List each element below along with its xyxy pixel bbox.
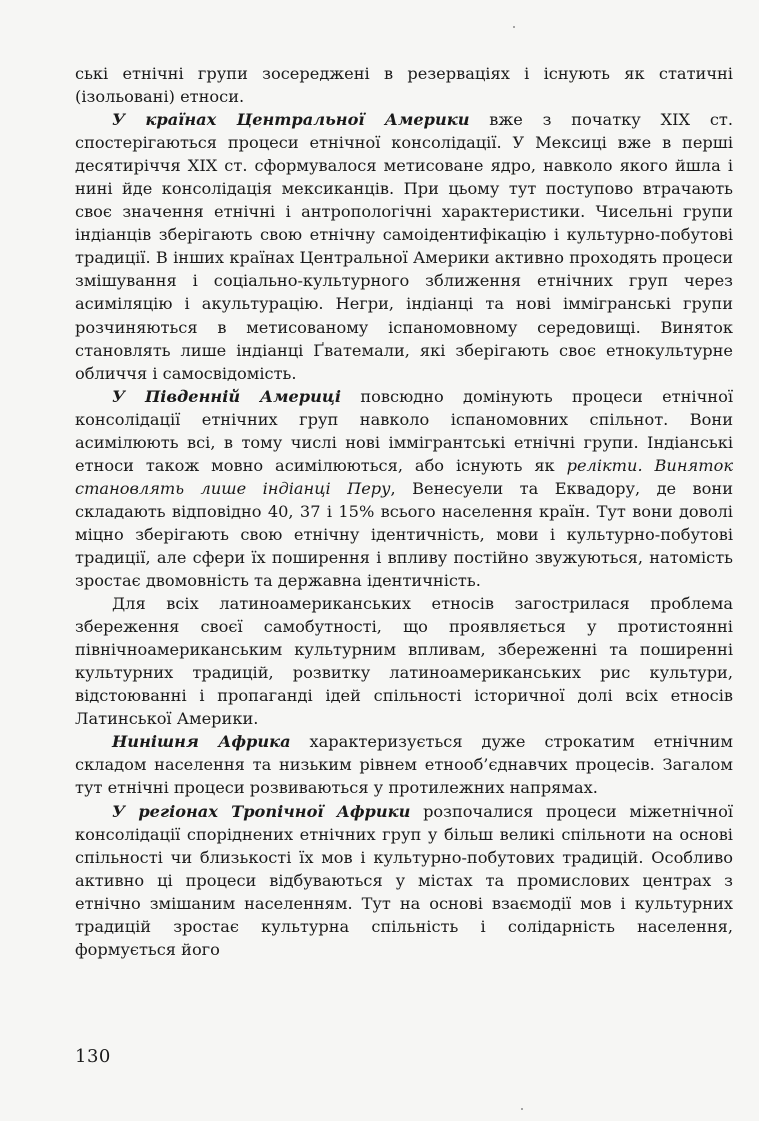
paragraph-lead-tropical-africa: У регіонах Тропічної Африки — [112, 801, 411, 821]
paragraph-south-america — [75, 385, 733, 592]
paragraph-text: характеризується дуже строкатим етнічним складом населення та низьким рівнем етнооб’єднавчих процесів. Загалом тут етнічні процеси розвиваються у протилежних напрямах. — [75, 732, 733, 798]
scan-speck — [521, 1108, 523, 1110]
paragraph-lead-south-america: У Південній Америці — [112, 386, 342, 406]
paragraph-reservations-continued — [75, 62, 733, 108]
paragraph-latin-american-identity — [75, 592, 733, 730]
paragraph-modern-africa — [75, 730, 733, 799]
paragraph-italic-phrase: релікти. Виняток становлять лише індіанці Перу — [75, 455, 733, 498]
paragraph-text: ські етнічні групи зосереджені в резерваціях і існують як статичні (ізольовані) етноси. — [75, 64, 733, 107]
paragraph-central-america — [75, 108, 733, 385]
paragraph-lead-modern-africa: Нинішня Африка — [112, 732, 291, 752]
paragraph-lead-central-america: У країнах Центральної Америки — [112, 110, 470, 130]
paragraph-text: , Венесуели та Еквадору, де вони складають відповідно 40, 37 і 15% всього населення країн. Тут вони доволі міцно зберігають свою етнічну ідентичність, мови і культурно-побутові традиції, але сфери їх поширення і впливу постійно звужуються, натомість зростає двомовність та державна ідентичність. — [75, 478, 733, 591]
page-body — [75, 62, 733, 961]
paragraph-text: повсюдно домінують процеси етнічної консолідації етнічних груп навколо іспаномовних спільнот. Вони асимілюють всі, в тому числі нові іммігрантські етнічні групи. Індіанські етноси також мовно асимілюються, або існують як — [75, 386, 733, 475]
scan-speck — [513, 26, 515, 28]
paragraph-tropical-africa — [75, 800, 733, 961]
paragraph-text: вже з початку XIX ст. спостерігаються процеси етнічної консолідації. У Мексиці вже в перші десятиріччя XIX ст. сформувалося метисоване ядро, навколо якого йшла і нині йде консолідація мексиканців. При цьому тут поступово втрачають своє значення етнічні і антропологічні характеристики. Чисельні групи індіанців зберігають свою етнічну самоідентифікацію і культурно-побутові традиції. В інших країнах Центральної Америки активно проходять процеси змішування і соціально-культурного зближення етнічних груп через асиміляцію і акультурацію. Негри, індіанці та нові іммігранські групи розчиняються в метисованому іспаномовному середовищі. Виняток становлять лише індіанці Ґватемали, які зберігають своє етнокультурне обличчя і самосвідомість. — [75, 110, 733, 383]
page-number: 130 — [75, 1046, 111, 1067]
paragraph-text: розпочалися процеси міжетнічної консолідації споріднених етнічних груп у більш великі спільноти на основі спільності чи близькості їх мов і культурно-побутових традицій. Особливо активно ці процеси відбуваються у містах та промислових центрах з етнічно змішаним населенням. Тут на основі взаємодії мов і культурних традицій зростає культурна спільність і солідарність населення, формується його — [75, 801, 733, 959]
paragraph-text: Для всіх латиноамериканських етносів загострилася проблема збереження своєї самобутності, що проявляється у протистоянні північноамериканським культурним впливам, збереженні та поширенні культурних традицій, розвитку латиноамериканських рис культури, відстоюванні і пропаганді ідей спільності історичної долі всіх етносів Латинської Америки. — [75, 594, 733, 729]
